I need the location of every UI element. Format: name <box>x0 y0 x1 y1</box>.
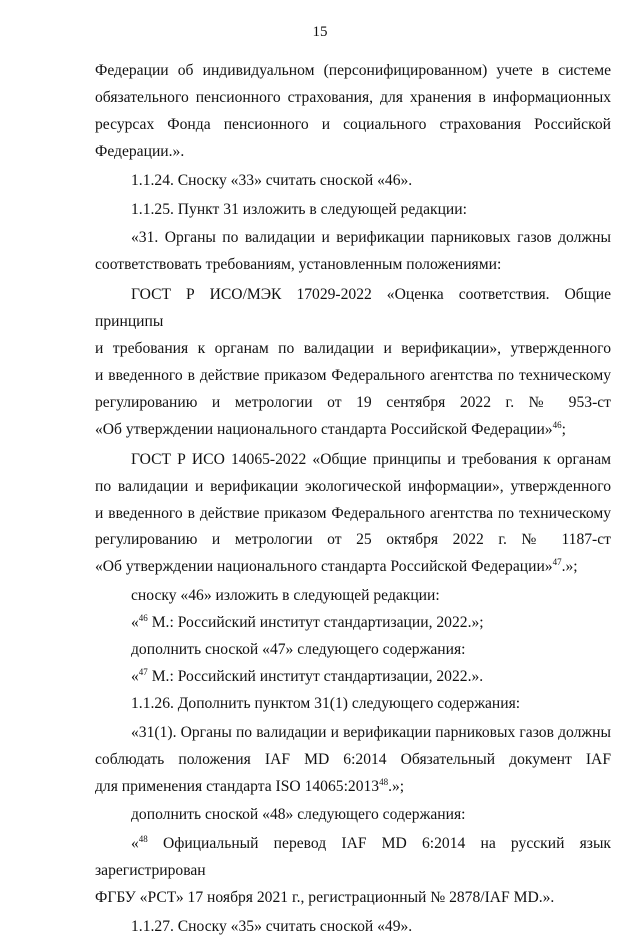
document-body <box>95 58 611 941</box>
paragraph-1-line-2: обязательного пенсионного страхования, для хранения в информационных <box>95 88 611 106</box>
gost-14065-line-5: «Об утверждении национального стандарта Российской Федерации»$^{47}$.»; <box>95 557 578 576</box>
footnote-47-instruction: дополнить сноской «47» следующего содержания: <box>131 641 466 659</box>
gost-14065-line-1: ГОСТ Р ИСО 14065-2022 «Общие принципы и требования к органам <box>131 450 611 468</box>
footnote-48-instruction: дополнить сноской «48» следующего содержания: <box>131 806 466 824</box>
footnote-46-text: «$^{46}$ М.: Российский институт стандартизации, 2022.»; <box>131 613 484 632</box>
item-1-1-25: 1.1.25. Пункт 31 изложить в следующей редакции: <box>131 200 467 218</box>
page-number: 15 <box>312 24 328 40</box>
item-1-1-24: 1.1.24. Сноску «33» считать сноской «46». <box>131 171 413 189</box>
gost-17029-line-4: регулированию и метрологии от 19 сентября 2022 г. № 953-ст <box>95 393 611 411</box>
gost-14065-line-3: и введенного в действие приказом Федерального агентства по техническому <box>95 504 611 522</box>
clause-31-1-line-3: для применения стандарта ISO 14065:2013$^{48}$.»; <box>95 776 405 795</box>
item-1-1-27: 1.1.27. Сноску «35» считать сноской «49». <box>131 918 413 936</box>
gost-14065-line-2: по валидации и верификации экологической информации», утвержденного <box>95 477 611 495</box>
paragraph-1-line-3: ресурсах Фонда пенсионного и социального страхования Российской <box>95 115 611 133</box>
clause-31-line-2: соответствовать требованиям, установленным положениями: <box>95 256 502 274</box>
footnote-47-text: «$^{47}$ М.: Российский институт стандартизации, 2022.». <box>131 666 484 685</box>
gost-17029-line-1: ГОСТ Р ИСО/МЭК 17029-2022 «Оценка соответствия. Общие принципы <box>95 286 611 331</box>
paragraph-1-line-4: Федерации.». <box>95 142 185 160</box>
footnote-48-text-line-2: ФГБУ «РСТ» 17 ноября 2021 г., регистрационный № 2878/IAF MD.». <box>95 889 555 907</box>
footnote-46-instruction: сноску «46» изложить в следующей редакции: <box>131 587 440 605</box>
gost-17029-line-2: и требования к органам по валидации и верификации», утвержденного <box>95 340 611 358</box>
clause-31-1-line-2: соблюдать положения IAF MD 6:2014 Обязательный документ IAF <box>95 750 611 768</box>
footnote-ref-46: 46 <box>552 419 562 430</box>
footnote-ref-47: 47 <box>552 557 562 568</box>
item-1-1-26: 1.1.26. Дополнить пунктом 31(1) следующего содержания: <box>131 694 521 712</box>
clause-31-line-1: «31. Органы по валидации и верификации парниковых газов должны <box>131 229 611 247</box>
gost-17029-line-5: «Об утверждении национального стандарта Российской Федерации»$^{46}$; <box>95 419 566 438</box>
clause-31-1-line-1: «31(1). Органы по валидации и верификации парниковых газов должны <box>131 723 611 741</box>
footnote-ref-48: 48 <box>379 776 389 787</box>
gost-17029-line-3: и введенного в действие приказом Федерального агентства по техническому <box>95 366 611 384</box>
paragraph-1-line-1: Федерации об индивидуальном (персонифицированном) учете в системе <box>95 62 611 79</box>
footnote-48-text-line-1: «$^{48}$ Официальный перевод IAF MD 6:2014 на русский язык зарегистрирован <box>95 834 611 880</box>
gost-14065-line-4: регулированию и метрологии от 25 октября 2022 г. № 1187-ст <box>95 531 611 549</box>
